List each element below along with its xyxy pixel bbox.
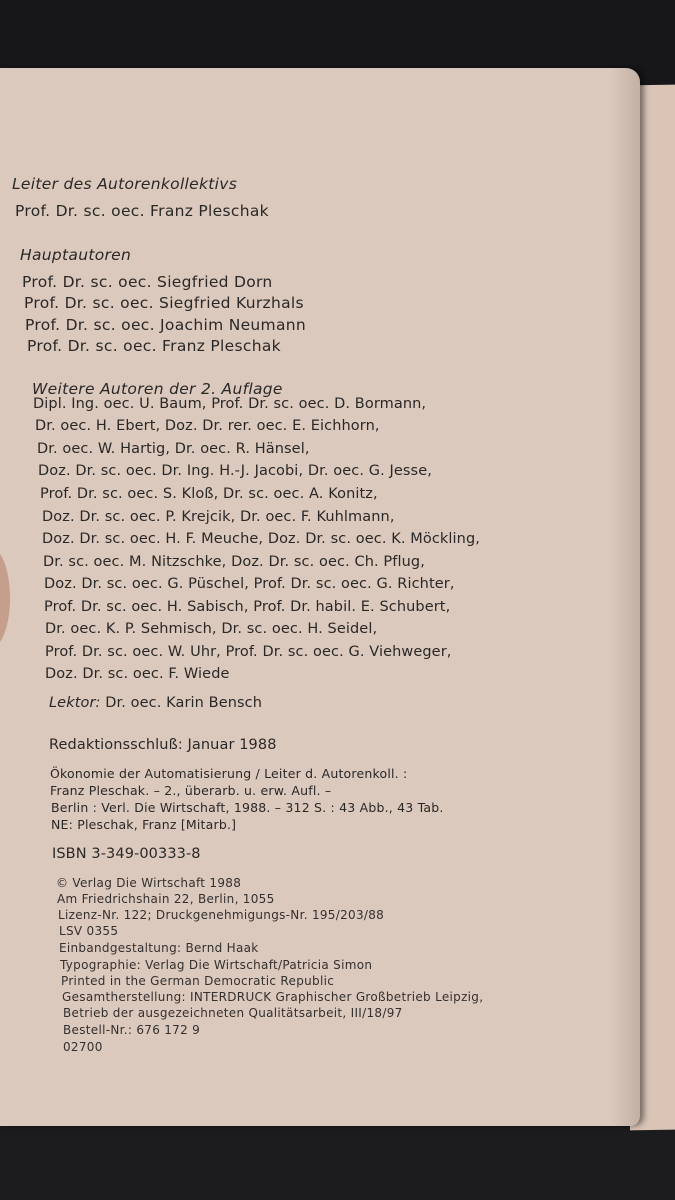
imprint-line: LSV 0355 xyxy=(59,924,119,938)
author-line: Doz. Dr. sc. oec. H. F. Meuche, Doz. Dr. sc. oec. K. Möckling, xyxy=(42,531,480,547)
isbn: ISBN 3-349-00333-8 xyxy=(52,846,201,862)
imprint-line: Betrieb der ausgezeichneten Qualitätsarbeit, III/18/97 xyxy=(63,1006,403,1020)
imprint-line: Am Friedrichshain 22, Berlin, 1055 xyxy=(57,892,275,906)
imprint-line: Lizenz-Nr. 122; Druckgenehmigungs-Nr. 195/203/88 xyxy=(58,908,385,922)
author-line: Prof. Dr. sc. oec. H. Sabisch, Prof. Dr. habil. E. Schubert, xyxy=(44,599,451,615)
cip-line: Franz Pleschak. – 2., überarb. u. erw. Aufl. – xyxy=(50,783,332,798)
author-line: Prof. Dr. sc. oec. W. Uhr, Prof. Dr. sc. oec. G. Viehweger, xyxy=(45,644,452,660)
imprint-line: Einbandgestaltung: Bernd Haak xyxy=(59,941,259,955)
author-line: Doz. Dr. sc. oec. P. Krejcik, Dr. oec. F. Kuhlmann, xyxy=(42,509,395,525)
author-line: Dr. sc. oec. M. Nitzschke, Doz. Dr. sc. oec. Ch. Pflug, xyxy=(43,554,425,570)
hauptautor-name: Prof. Dr. sc. oec. Franz Pleschak xyxy=(27,337,281,355)
lektor-label: Lektor: xyxy=(49,695,101,711)
author-line: Doz. Dr. sc. oec. G. Püschel, Prof. Dr. sc. oec. G. Richter, xyxy=(44,576,455,592)
cip-line: Berlin : Verl. Die Wirtschaft, 1988. – 312 S. : 43 Abb., 43 Tab. xyxy=(51,800,444,815)
author-line: Dr. oec. W. Hartig, Dr. oec. R. Hänsel, xyxy=(37,441,310,457)
hauptautoren-heading: Hauptautoren xyxy=(20,246,132,264)
imprint-line: Bestell-Nr.: 676 172 9 xyxy=(63,1023,201,1037)
book-page xyxy=(0,68,640,1126)
leiter-name: Prof. Dr. sc. oec. Franz Pleschak xyxy=(15,202,269,220)
author-line: Dr. oec. H. Ebert, Doz. Dr. rer. oec. E. Eichhorn, xyxy=(35,418,380,434)
lektor-name: Dr. oec. Karin Bensch xyxy=(105,695,263,711)
hauptautor-name: Prof. Dr. sc. oec. Siegfried Dorn xyxy=(22,273,273,291)
imprint-line: Printed in the German Democratic Republic xyxy=(61,974,335,988)
cip-line: Ökonomie der Automatisierung / Leiter d. Autorenkoll. : xyxy=(50,766,408,781)
page-shadow xyxy=(610,68,640,1126)
author-line: Dipl. Ing. oec. U. Baum, Prof. Dr. sc. oec. D. Bormann, xyxy=(33,396,427,412)
imprint-line: 02700 xyxy=(63,1040,103,1054)
imprint-line: Typographie: Verlag Die Wirtschaft/Patricia Simon xyxy=(60,958,373,972)
hauptautor-name: Prof. Dr. sc. oec. Siegfried Kurzhals xyxy=(24,294,304,312)
finger xyxy=(0,548,10,648)
imprint-line: © Verlag Die Wirtschaft 1988 xyxy=(56,876,242,890)
author-line: Doz. Dr. sc. oec. Dr. Ing. H.-J. Jacobi, Dr. oec. G. Jesse, xyxy=(38,463,432,479)
weitere-autoren-heading: Weitere Autoren der 2. Auflage xyxy=(32,380,283,398)
author-line: Doz. Dr. sc. oec. F. Wiede xyxy=(45,666,230,682)
author-line: Dr. oec. K. P. Sehmisch, Dr. sc. oec. H. Seidel, xyxy=(45,621,378,637)
hauptautor-name: Prof. Dr. sc. oec. Joachim Neumann xyxy=(25,316,306,334)
cip-line: NE: Pleschak, Franz [Mitarb.] xyxy=(51,817,237,832)
redaktionsschluss: Redaktionsschluß: Januar 1988 xyxy=(49,737,277,753)
imprint-line: Gesamtherstellung: INTERDRUCK Graphischer Großbetrieb Leipzig, xyxy=(62,990,484,1004)
author-line: Prof. Dr. sc. oec. S. Kloß, Dr. sc. oec. A. Konitz, xyxy=(40,486,378,502)
leiter-heading: Leiter des Autorenkollektivs xyxy=(12,175,238,193)
lektor-line xyxy=(49,695,262,711)
